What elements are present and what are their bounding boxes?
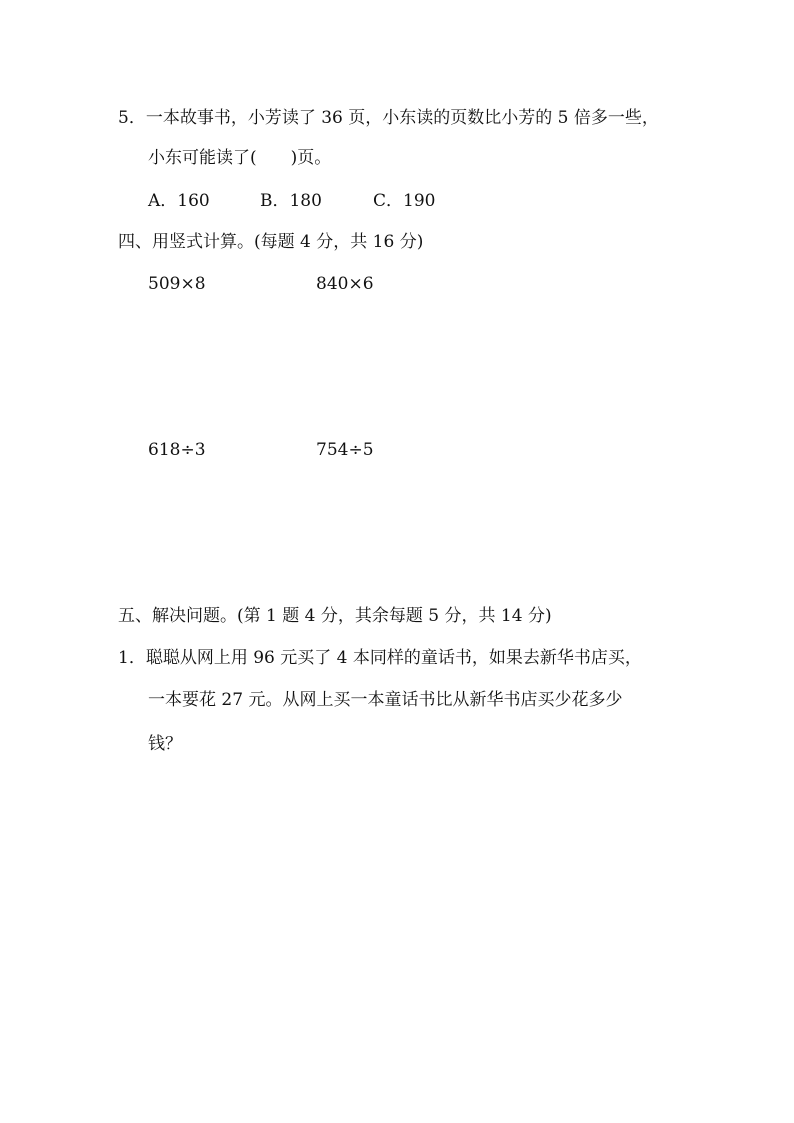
word-problem-1-line-2: 一本要花 27 元。从网上买一本童话书比从新华书店买少花多少 bbox=[148, 690, 623, 710]
calc-problem-1: 509×8 bbox=[148, 274, 206, 294]
section-4-heading: 四、用竖式计算。(每题 4 分，共 16 分) bbox=[118, 232, 424, 252]
word-problem-1-line-1: 1．聪聪从网上用 96 元买了 4 本同样的童话书，如果去新华书店买， bbox=[118, 648, 642, 668]
option-a: A．160 bbox=[148, 191, 210, 211]
calc-problem-2: 840×6 bbox=[316, 274, 374, 294]
option-b: B．180 bbox=[260, 191, 322, 211]
calc-problem-4: 754÷5 bbox=[316, 440, 374, 460]
question-5-text-line-2: 小东可能读了( )页。 bbox=[148, 148, 332, 168]
section-5-heading: 五、解决问题。(第 1 题 4 分，其余每题 5 分，共 14 分) bbox=[118, 606, 552, 626]
word-problem-1-line-3: 钱？ bbox=[148, 734, 182, 754]
question-5-text-line-1: 5．一本故事书，小芳读了 36 页，小东读的页数比小芳的 5 倍多一些， bbox=[118, 108, 659, 128]
question-5-options bbox=[148, 193, 435, 210]
calc-problem-3: 618÷3 bbox=[148, 440, 206, 460]
option-c: C．190 bbox=[373, 191, 436, 211]
